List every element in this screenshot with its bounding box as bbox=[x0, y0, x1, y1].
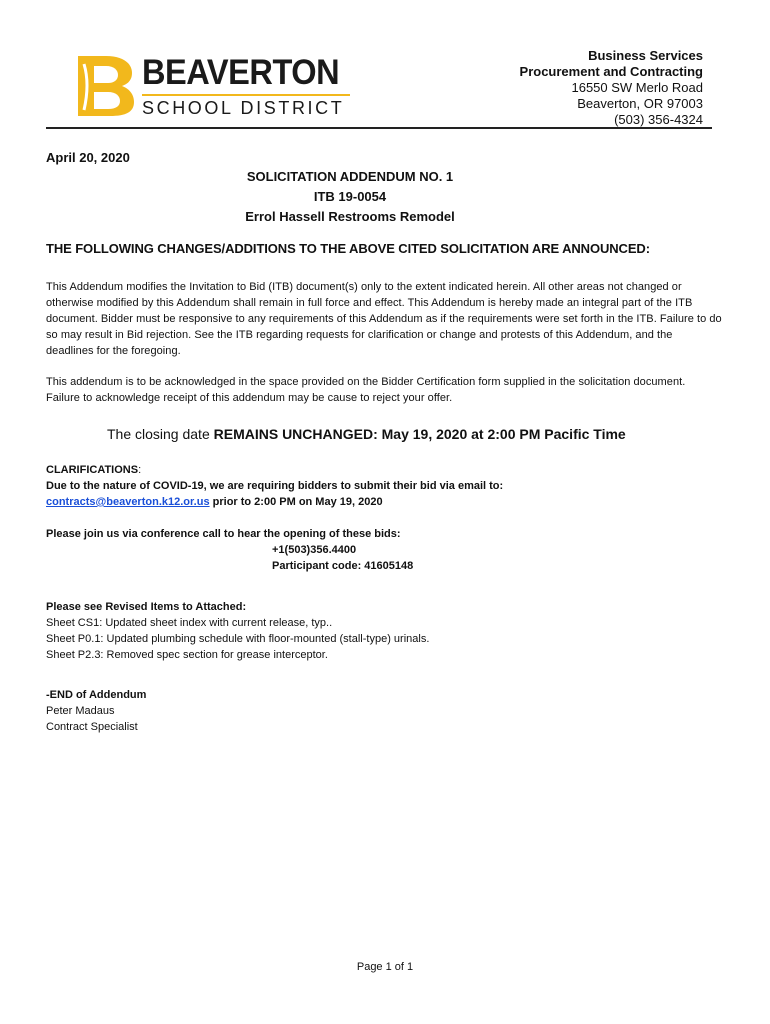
revised-item: Sheet P0.1: Updated plumbing schedule with floor-mounted (stall-type) urinals. bbox=[46, 633, 430, 645]
district-b-logo-icon bbox=[76, 54, 136, 118]
header-divider bbox=[46, 127, 712, 129]
signatory-name: Peter Madaus bbox=[46, 705, 115, 717]
address-phone: (503) 356-4324 bbox=[614, 112, 703, 127]
signatory-title: Contract Specialist bbox=[46, 721, 138, 733]
conference-details bbox=[272, 542, 413, 574]
address-department: Business Services bbox=[588, 48, 703, 63]
logo-divider bbox=[142, 94, 350, 96]
page-number: Page 1 of 1 bbox=[356, 961, 414, 973]
clarifications-heading: CLARIFICATIONS bbox=[46, 464, 139, 476]
document-date: April 20, 2020 bbox=[46, 150, 130, 165]
contracts-email-link[interactable]: contracts@beaverton.k12.or.us bbox=[46, 496, 210, 508]
conference-phone: +1(503)356.4400 bbox=[272, 544, 357, 556]
clarifications-deadline: prior to 2:00 PM on May 19, 2020 bbox=[209, 496, 383, 508]
closing-date-bold: REMAINS UNCHANGED: May 19, 2020 at 2:00 PM Pacific Time bbox=[213, 426, 626, 442]
end-heading: -END of Addendum bbox=[46, 689, 147, 701]
project-name: Errol Hassell Restrooms Remodel bbox=[245, 209, 455, 224]
clarifications-covid-line: Due to the nature of COVID-19, we are requiring bidders to submit their bid via email to: bbox=[46, 480, 504, 492]
end-section bbox=[46, 687, 146, 735]
logo-name: BEAVERTON bbox=[142, 53, 340, 92]
paragraph-modification: This Addendum modifies the Invitation to Bid (ITB) document(s) only to the extent indicated herein. All other areas not changed or otherwise modified by this Addendum shall remain in full force and effect. This Addendum is hereby made an integral part of the ITB document. Bidder must be responsive to any requirements of this Addendum as if the requirements were set forth in the ITB. Failure to do so may result in Bid rejection. See the ITB regarding requests for clarification or change and protests of this Addendum, and the deadlines for the foregoing. bbox=[46, 281, 722, 357]
itb-number: ITB 19-0054 bbox=[313, 189, 387, 204]
clarifications-colon: : bbox=[138, 464, 142, 476]
revised-heading: Please see Revised Items to Attached: bbox=[46, 601, 247, 613]
conference-code: Participant code: 41605148 bbox=[272, 560, 414, 572]
announcement-heading: THE FOLLOWING CHANGES/ADDITIONS TO THE ABOVE CITED SOLICITATION ARE ANNOUNCED: bbox=[46, 241, 650, 256]
document-titles bbox=[0, 167, 700, 227]
district-logo bbox=[76, 54, 356, 120]
closing-date-notice bbox=[107, 426, 626, 442]
logo-subtitle: SCHOOL DISTRICT bbox=[142, 98, 345, 118]
address-street: 16550 SW Merlo Road bbox=[571, 80, 703, 95]
revised-items-section bbox=[46, 599, 429, 663]
revised-item: Sheet CS1: Updated sheet index with current release, typ.. bbox=[46, 617, 333, 629]
addendum-title: SOLICITATION ADDENDUM NO. 1 bbox=[246, 169, 454, 184]
closing-prefix: The closing date bbox=[107, 426, 214, 442]
address-division: Procurement and Contracting bbox=[519, 64, 703, 79]
clarifications-section bbox=[46, 462, 503, 510]
conference-intro: Please join us via conference call to hear the opening of these bids: bbox=[46, 528, 401, 540]
paragraph-acknowledgement: This addendum is to be acknowledged in the space provided on the Bidder Certification form supplied in the solicitation document. Failure to acknowledge receipt of this addendum may be cause to reject your offer. bbox=[46, 376, 686, 404]
revised-item: Sheet P2.3: Removed spec section for grease interceptor. bbox=[46, 649, 328, 661]
address-city: Beaverton, OR 97003 bbox=[577, 96, 703, 111]
address-block bbox=[520, 48, 703, 128]
